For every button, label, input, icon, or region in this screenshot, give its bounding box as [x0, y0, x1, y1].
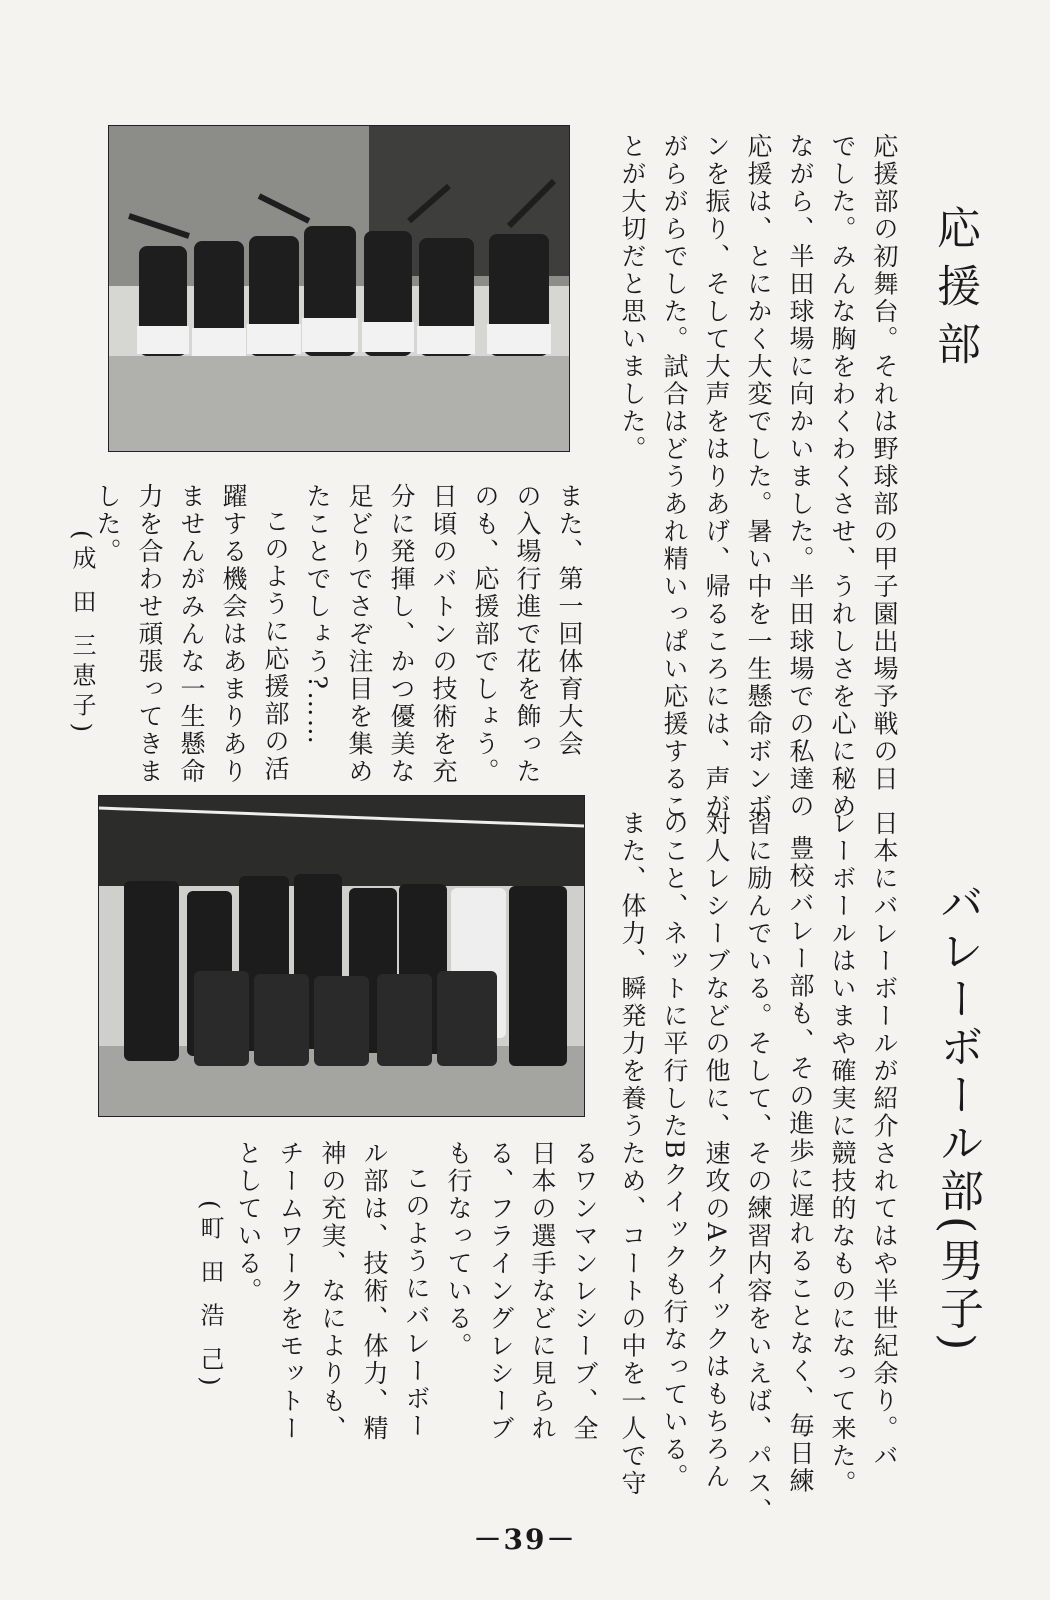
ouen-line: 応援は、とにかく大変でした。暑い中を一生懸命ボンボ	[744, 133, 773, 821]
ouen-title: 応援部	[929, 205, 980, 379]
volley-line: 日本にバレーボールが紹介されてはや半世紀余り。バ	[870, 810, 899, 1470]
ouen-line: ませんがみんな一生懸命	[177, 483, 206, 786]
ouen-line: とが大切だと思いました。	[618, 133, 647, 463]
ouen-line: がらがらでした。試合はどうあれ精いっぱい応援するこ	[660, 133, 689, 821]
ouen-line: また、第一回体育大会	[555, 483, 584, 758]
ouen-line: した。	[93, 483, 122, 566]
volley-title: バレーボール部(男子)	[932, 880, 983, 1355]
cheer-squad-photo	[108, 125, 570, 452]
ouen-line: 足どりでさぞ注目を集め	[345, 483, 374, 786]
volley-line: 習に励んでいる。そして、その練習内容をいえば、パス、	[744, 810, 773, 1525]
page-number: －39－	[473, 1523, 577, 1556]
volley-line: 神の充実、なによりも、	[318, 1140, 347, 1443]
volley-line: 対人レシーブなどの他に、速攻のAクイックはもちろん	[702, 810, 731, 1491]
volley-line: チームワークをモットー	[276, 1140, 305, 1443]
volley-line: 豊校バレー部も、その進歩に遅れることなく、毎日練	[786, 835, 815, 1495]
ouen-line: 躍する機会はあまりあり	[219, 483, 248, 786]
volley-line: る、フライングレシーブ	[486, 1140, 515, 1443]
volley-line: としている。	[234, 1140, 263, 1305]
cheer-squad-photo-image	[109, 126, 569, 451]
ouen-line: の入場行進で花を飾った	[513, 483, 542, 786]
ouen-line: ンを振り、そして大声をはりあげ、帰るころには、声が	[702, 133, 731, 821]
ouen-line: ながら、半田球場に向かいました。半田球場での私達の	[786, 133, 815, 821]
volley-line: るワンマンレシーブ、全	[570, 1140, 599, 1443]
volley-line: ル部は、技術、体力、精	[360, 1140, 389, 1443]
ouen-author: (成 田 三恵子)	[68, 530, 96, 738]
ouen-line: たことでしょう?……	[303, 483, 332, 747]
volley-line: また、体力、瞬発力を養うため、コートの中を一人で守	[618, 810, 647, 1498]
ouen-body-bottom	[93, 483, 590, 786]
volley-line: も行なっている。	[444, 1140, 473, 1360]
volleyball-team-photo-image	[99, 796, 584, 1116]
ouen-line: でした。みんな胸をわくわくさせ、うれしさを心に秘め	[828, 133, 857, 821]
volley-line: このようにバレーボー	[402, 1165, 431, 1440]
ouen-body-top	[605, 133, 905, 821]
volley-body-bottom	[225, 1140, 605, 1460]
volley-line: のこと、ネットに平行したBクイックも行なっている。	[660, 810, 689, 1491]
ouen-line: 力を合わせ頑張ってきま	[135, 483, 164, 786]
volley-line: 日本の選手などに見られ	[528, 1140, 557, 1443]
volley-line: レーボールはいまや確実に競技的なものになって来た。	[828, 810, 857, 1498]
volleyball-team-photo	[98, 795, 585, 1117]
ouen-line: のも、応援部でしょう。	[471, 483, 500, 786]
volley-author: (町 田 浩 己)	[196, 1200, 224, 1392]
volley-body-top	[605, 810, 905, 1525]
ouen-line: このように応援部の活	[261, 508, 290, 783]
ouen-line: 分に発揮し、かつ優美な	[387, 483, 416, 786]
ouen-line: 応援部の初舞台。それは野球部の甲子園出場予戦の日	[870, 133, 899, 793]
ouen-line: 日頃のバトンの技術を充	[429, 483, 458, 786]
